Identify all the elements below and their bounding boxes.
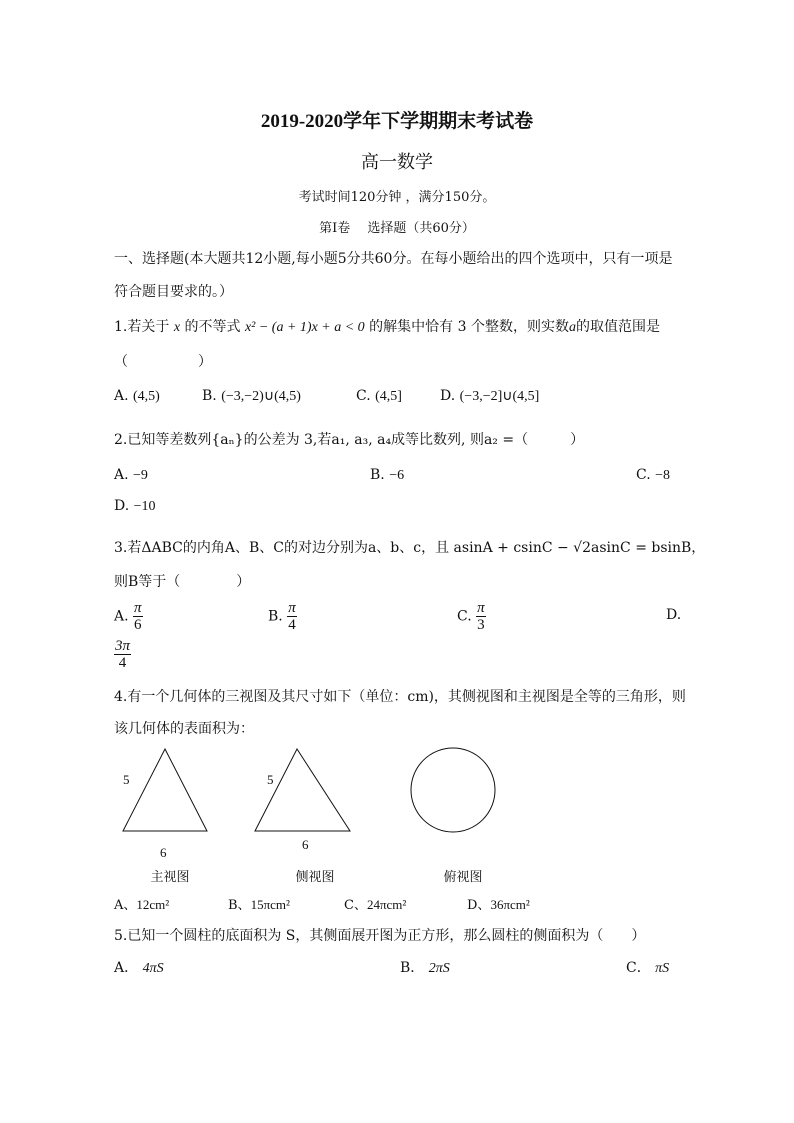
q1-bracket: （ ） xyxy=(114,354,212,370)
top-view-label: 俯视图 xyxy=(443,870,483,885)
q2-option-a xyxy=(114,467,148,484)
exam-info: 考试时间120分钟 ，满分150分。 xyxy=(298,190,496,205)
q3-option-a xyxy=(114,600,143,633)
q4-option-d xyxy=(467,894,530,913)
side-view-label: 侧视图 xyxy=(295,870,335,885)
top-view-circle xyxy=(411,748,495,832)
q1-suffix: 的解集中恰有 3 个整数，则实数 xyxy=(369,319,569,335)
option-text: (4,5) xyxy=(133,389,160,404)
question-2-stem: 2.已知等差数列{aₙ}的公差为 3,若a₁, a₃, a₄成等比数列, 则a₂ =（ ） xyxy=(114,432,585,448)
option-letter: C． xyxy=(626,960,651,976)
fraction-numerator: 3π xyxy=(115,638,131,654)
three-views-figure xyxy=(110,740,510,855)
option-fraction xyxy=(133,600,143,633)
option-text: (4,5] xyxy=(375,389,402,404)
subject-title: 高一数学 xyxy=(361,152,433,173)
option-fraction xyxy=(476,600,486,633)
option-fraction xyxy=(114,638,131,671)
question-5-stem: 5.已知一个圆柱的底面积为 S，其侧面展开图为正方形，那么圆柱的侧面积为（ ） xyxy=(114,928,646,944)
q1-option-d xyxy=(440,388,539,405)
fraction-numerator: π xyxy=(288,600,296,616)
option-text: −10 xyxy=(133,499,156,514)
option-letter: D. xyxy=(114,498,130,514)
option-text: 24πcm² xyxy=(366,897,407,912)
question-3-stem: 3.若ΔABC的内角A、B、C的对边分别为a、b、c，且 asinA + csinC − √2asinC = bsinB， xyxy=(114,540,706,556)
option-text: −6 xyxy=(389,468,405,483)
q1-option-a xyxy=(114,388,160,405)
option-text: (−3,−2]∪(4,5] xyxy=(459,389,540,404)
option-fraction xyxy=(287,600,297,633)
q5-option-b xyxy=(400,957,450,977)
front-view-triangle xyxy=(123,749,207,831)
front-view-side-length: 5 xyxy=(123,772,130,787)
exam-title: 2019-2020学年下学期期末考试卷 xyxy=(260,111,534,132)
q2-option-b xyxy=(370,467,404,484)
option-text: 2πS xyxy=(428,961,450,976)
option-letter: C、 xyxy=(344,898,367,913)
option-letter: D、 xyxy=(467,898,491,913)
question-1-stem xyxy=(114,316,660,336)
q1-var-x: x xyxy=(173,320,181,335)
q3-option-d xyxy=(114,638,131,671)
fraction-denominator: 4 xyxy=(118,655,127,671)
fraction-denominator: 6 xyxy=(134,617,142,633)
option-text: −9 xyxy=(133,468,148,483)
option-letter: A、 xyxy=(114,898,137,913)
fraction-numerator: π xyxy=(477,600,485,616)
q1-var-a: a xyxy=(568,320,576,335)
option-letter: B. xyxy=(202,388,217,404)
q1-prefix: 1.若关于 xyxy=(114,319,170,335)
q2-option-c xyxy=(636,467,670,484)
option-letter: A. xyxy=(114,608,129,625)
section-instructions-line2: 符合题目要求的。） xyxy=(114,284,233,300)
part-heading: 第Ⅰ卷 选择题（共60分） xyxy=(319,221,475,236)
fraction-denominator: 4 xyxy=(288,617,296,633)
option-letter: C. xyxy=(457,608,472,625)
option-letter: A． xyxy=(114,960,139,976)
fraction-numerator: π xyxy=(134,600,142,616)
question-3-stem2: 则B等于（ ） xyxy=(114,574,251,590)
q5-option-a xyxy=(114,957,164,977)
option-text: πS xyxy=(655,961,670,976)
option-letter: D. xyxy=(440,388,456,404)
side-view-side-length: 5 xyxy=(267,772,274,787)
q2-option-d xyxy=(114,498,156,515)
option-letter: B、 xyxy=(228,898,251,913)
option-letter: C. xyxy=(356,388,371,404)
option-text: 4πS xyxy=(142,961,164,976)
q4-option-b xyxy=(228,894,290,913)
option-text: 36πcm² xyxy=(490,897,530,912)
option-text: −8 xyxy=(655,468,671,483)
q5-option-c xyxy=(626,957,669,977)
front-view-base-length: 6 xyxy=(160,845,167,860)
section-instructions-line1: 一、选择题(本大题共12小题,每小题5分共60分。在每小题给出的四个选项中，只有一项是 xyxy=(114,251,673,267)
option-letter: A. xyxy=(114,388,129,404)
option-text: 15πcm² xyxy=(250,897,290,912)
option-letter: B. xyxy=(268,608,283,625)
question-4-stem2: 该几何体的表面积为： xyxy=(114,721,254,737)
q1-mid: 的不等式 xyxy=(184,319,241,335)
option-letter: B． xyxy=(400,960,425,976)
q1-suffix2: 的取值范围是 xyxy=(575,319,660,335)
option-letter: A. xyxy=(114,467,129,483)
option-letter: C. xyxy=(636,467,651,483)
q4-option-a xyxy=(114,894,169,913)
question-4-stem: 4.有一个几何体的三视图及其尺寸如下（单位：cm)，其侧视图和主视图是全等的三角形，则 xyxy=(114,689,686,705)
front-view-label: 主视图 xyxy=(150,870,190,885)
side-view-triangle xyxy=(255,749,350,831)
q3-option-c xyxy=(457,600,486,633)
q1-expression: x² − (a + 1)x + a < 0 xyxy=(244,320,365,335)
q3-option-d-letter: D. xyxy=(666,607,682,623)
option-letter: B. xyxy=(370,467,385,483)
q4-option-c xyxy=(344,894,406,913)
option-text: 12cm² xyxy=(136,897,170,912)
q3-option-b xyxy=(268,600,297,633)
option-text: (−3,−2)∪(4,5) xyxy=(221,389,301,404)
side-view-base-length: 6 xyxy=(302,837,309,852)
q1-option-c xyxy=(356,388,402,405)
q1-option-b xyxy=(202,388,301,405)
fraction-denominator: 3 xyxy=(477,617,485,633)
